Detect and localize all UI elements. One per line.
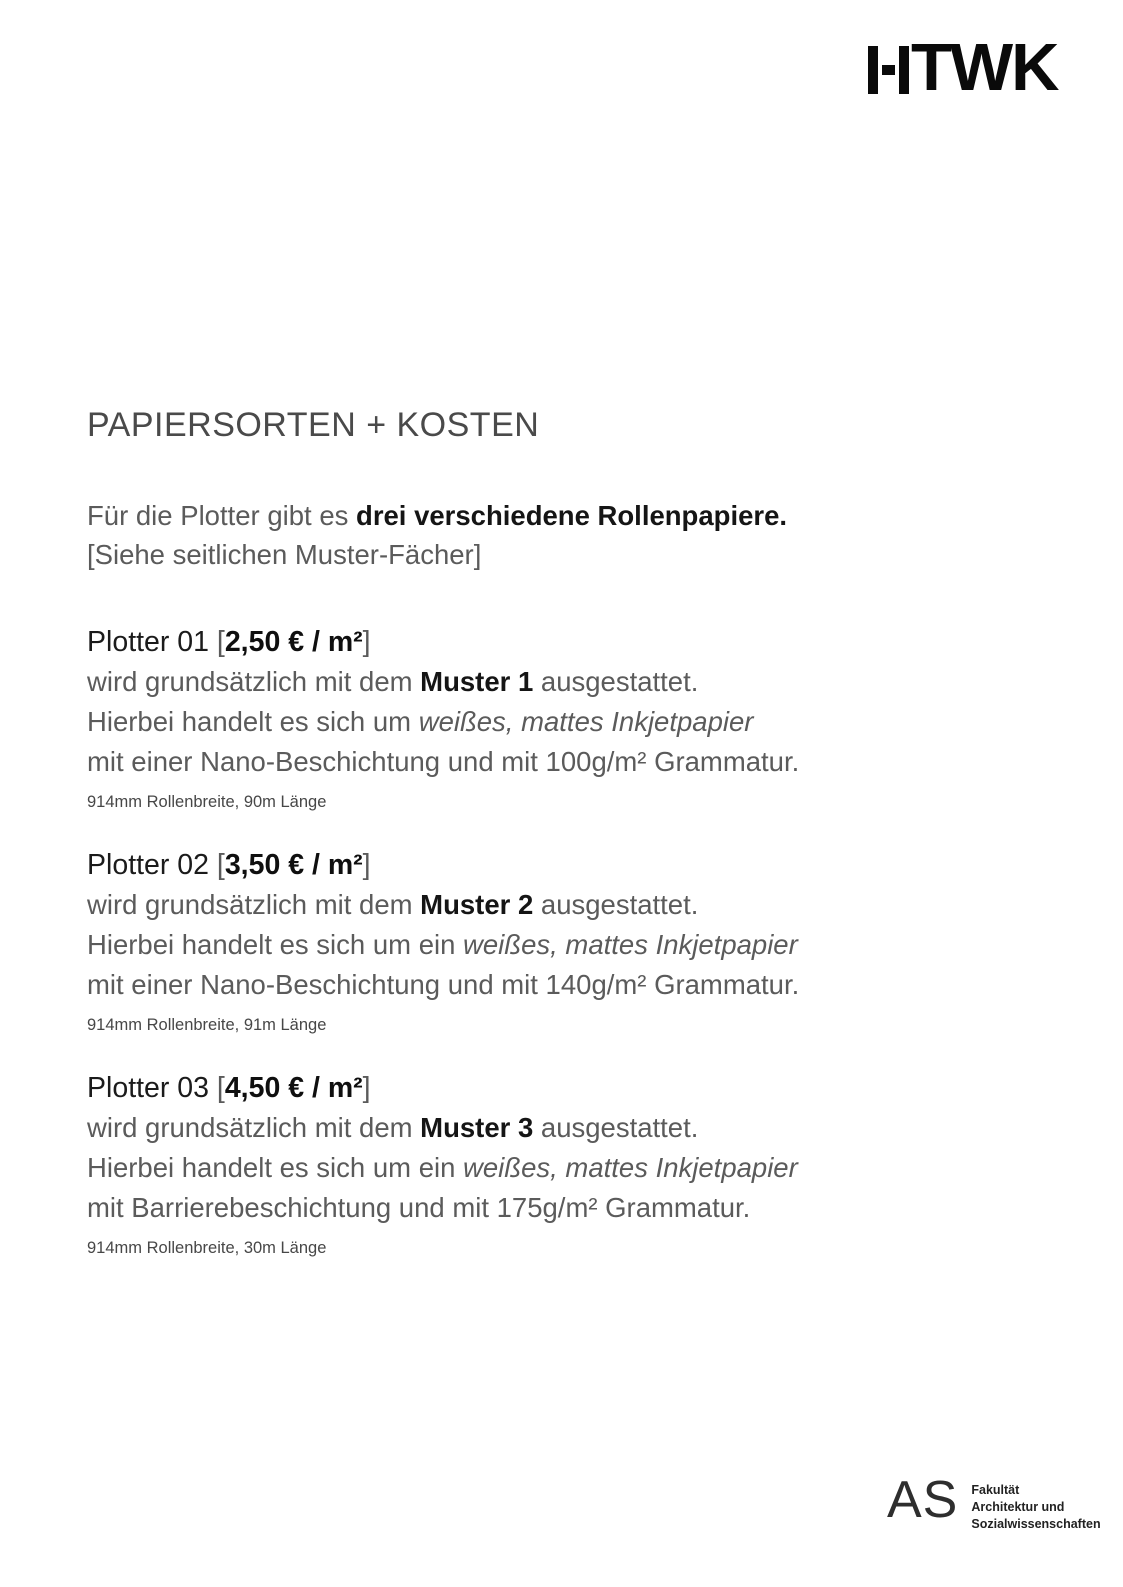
muster-label: Muster 2 xyxy=(420,889,534,920)
intro-paragraph xyxy=(87,496,787,574)
line-text: Hierbei handelt es sich um ein xyxy=(87,929,464,960)
faculty-line-2: Architektur und xyxy=(971,1500,1065,1514)
plotter-02-heading xyxy=(87,845,967,885)
plotter-03-roll-note: 914mm Rollenbreite, 30m Länge xyxy=(87,1239,327,1257)
line-text: ausgestattet. xyxy=(533,666,699,697)
line-text: wird grundsätzlich mit dem xyxy=(87,1112,421,1143)
faculty-name-block xyxy=(971,1477,1100,1533)
intro-line-1-light: Für die Plotter gibt es xyxy=(87,500,357,531)
bracket-open: [ xyxy=(216,849,225,881)
plotter-03-line-3: mit Barrierebeschichtung und mit 175g/m² Grammatur. xyxy=(87,1192,751,1223)
paper-type-italic: weißes, mattes Inkjetpapier xyxy=(463,929,798,960)
htwk-logo-h-right-stem xyxy=(899,46,909,94)
bracket-open: [ xyxy=(216,626,225,658)
page-title: PAPIERSORTEN + KOSTEN xyxy=(87,406,540,444)
plotter-price: 3,50 € / m² xyxy=(224,849,363,881)
plotter-01-line-2 xyxy=(87,702,967,742)
muster-label: Muster 1 xyxy=(420,666,534,697)
bracket-close: ] xyxy=(362,626,371,658)
plotter-03-section xyxy=(87,1068,967,1259)
faculty-line-3: Sozialwissenschaften xyxy=(971,1517,1101,1531)
bracket-close: ] xyxy=(362,849,371,881)
plotter-03-line-1 xyxy=(87,1108,967,1148)
plotter-02-line-1 xyxy=(87,885,967,925)
plotter-02-line-2 xyxy=(87,925,967,965)
plotter-name: Plotter 01 xyxy=(87,626,217,658)
line-text: wird grundsätzlich mit dem xyxy=(87,666,421,697)
htwk-logo-text: TWK xyxy=(911,30,1058,105)
htwk-logo xyxy=(868,30,1064,105)
intro-line-2: [Siehe seitlichen Muster-Fächer] xyxy=(87,539,482,570)
line-text: ausgestattet. xyxy=(533,1112,699,1143)
intro-line-1 xyxy=(87,496,787,535)
line-text: wird grundsätzlich mit dem xyxy=(87,889,421,920)
plotter-02-line-3: mit einer Nano-Beschichtung und mit 140g/m² Grammatur. xyxy=(87,969,800,1000)
plotter-01-section xyxy=(87,622,967,813)
plotter-03-heading xyxy=(87,1068,967,1108)
plotter-01-line-1 xyxy=(87,662,967,702)
muster-label: Muster 3 xyxy=(420,1112,534,1143)
line-text: Hierbei handelt es sich um xyxy=(87,706,419,737)
bracket-open: [ xyxy=(216,1072,225,1104)
faculty-footer xyxy=(887,1471,1101,1533)
plotter-price: 4,50 € / m² xyxy=(224,1072,363,1104)
plotter-01-line-3: mit einer Nano-Beschichtung und mit 100g/m² Grammatur. xyxy=(87,746,800,777)
intro-line-1-strong: drei verschiedene Rollenpapiere. xyxy=(356,500,788,531)
bracket-close: ] xyxy=(362,1072,371,1104)
plotter-02-section xyxy=(87,845,967,1036)
plotter-02-roll-note: 914mm Rollenbreite, 91m Länge xyxy=(87,1016,327,1034)
plotter-01-roll-note: 914mm Rollenbreite, 90m Länge xyxy=(87,793,327,811)
plotter-name: Plotter 03 xyxy=(87,1072,217,1104)
plotter-01-heading xyxy=(87,622,967,662)
paper-type-italic: weißes, mattes Inkjetpapier xyxy=(463,1152,798,1183)
plotter-price: 2,50 € / m² xyxy=(224,626,363,658)
plotter-03-line-2 xyxy=(87,1148,967,1188)
faculty-as-logo: AS xyxy=(887,1471,959,1529)
faculty-line-1: Fakultät xyxy=(971,1483,1020,1497)
line-text: ausgestattet. xyxy=(533,889,699,920)
line-text: Hierbei handelt es sich um ein xyxy=(87,1152,464,1183)
htwk-logo-h-left-stem xyxy=(868,46,878,94)
htwk-logo-h-dash xyxy=(882,65,895,75)
plotter-name: Plotter 02 xyxy=(87,849,217,881)
paper-type-italic: weißes, mattes Inkjetpapier xyxy=(418,706,754,737)
